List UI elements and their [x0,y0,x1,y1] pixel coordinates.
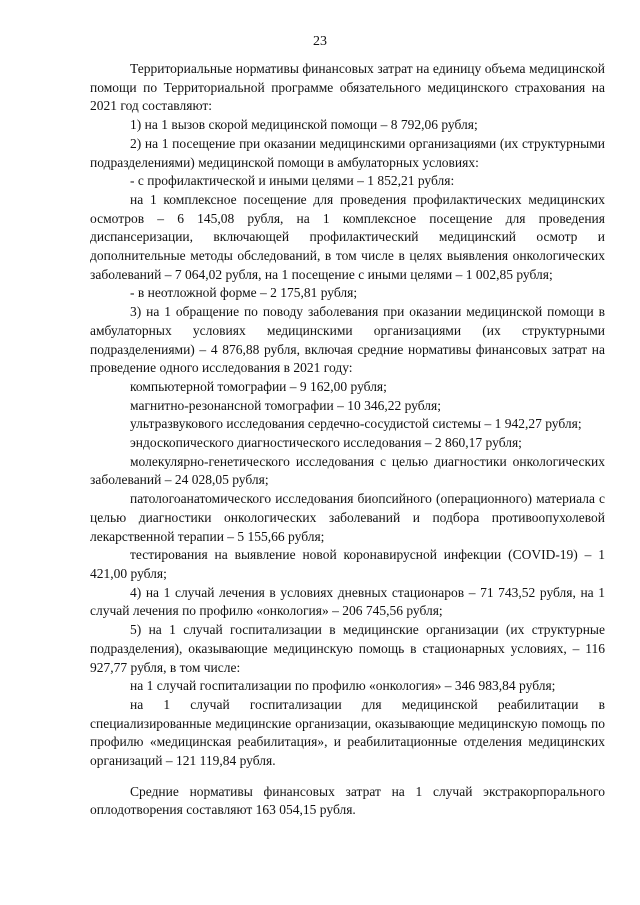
paragraph-ct: компьютерной томографии – 9 162,00 рубля; [130,378,387,394]
paragraph-covid-testing: тестирования на выявление новой коронавирусной инфекции (COVID-19) – 1 421,00 рубля; [90,547,605,581]
paragraph-mri: магнитно-резонансной томографии – 10 346,22 рубля; [130,397,441,413]
paragraph-day-hospital: 4) на 1 случай лечения в условиях дневных стационаров – 71 743,52 рубля, на 1 случай лечения по профилю «онкология» – 206 745,56 рубля; [90,584,605,619]
paragraph-preventive-purposes: - с профилактической и иными целями – 1 852,21 рубля: [130,173,455,189]
paragraph-pathology: патологоанатомического исследования биопсийного (операционного) материала с целью диагностики онкологических заболеваний и подбора противоопухолевой лекарственной терапии – 5 155,66 рубля; [90,491,605,544]
page-number: 23 [313,34,327,49]
paragraph-intro: Территориальные нормативы финансовых затрат на единицу объема медицинской помощи по Территориальной программе обязательного медицинского страхования на 2021 год составляют: [90,61,605,114]
paragraph-urgent-form: - в неотложной форме – 2 175,81 рубля; [130,285,358,301]
paragraph-molecular-genetic: молекулярно-генетического исследования с целью диагностики онкологических заболеваний – 24 028,05 рубля; [90,453,605,488]
paragraph-ivf: Средние нормативы финансовых затрат на 1 случай экстракорпорального оплодотворения составляют 163 054,15 рубля. [90,783,605,818]
paragraph-outpatient-visit: 2) на 1 посещение при оказании медицинскими организациями (их структурными подразделениями) медицинской помощи в амбулаторных условиях: [90,135,605,170]
paragraph-rehabilitation: на 1 случай госпитализации для медицинской реабилитации в специализированные медицинские организации, оказывающие медицинскую помощь по профилю «медицинская реабилитация», и реабилитационные отделения медицинских организаций – 121 119,84 рубля. [90,696,605,769]
paragraph-oncology-hospitalization: на 1 случай госпитализации по профилю «онкология» – 346 983,84 рубля; [130,678,556,694]
paragraph-complex-visits: на 1 комплексное посещение для проведения профилактических медицинских осмотров – 6 145,08 рубля, на 1 комплексное посещение для проведения диспансеризации, включающей профилактический медицинский осмотр и дополнительные методы обследований, в том числе в целях выявления онкологических заболеваний – 7 064,02 рубля, на 1 посещение с иными целями – 1 002,85 рубля; [90,191,605,282]
paragraph-ultrasound: ультразвукового исследования сердечно-сосудистой системы – 1 942,27 рубля; [130,416,582,432]
document-body [90,60,605,820]
paragraph-hospitalization: 5) на 1 случай госпитализации в медицинские организации (их структурные подразделения), оказывающие медицинскую помощь в стационарных условиях, – 116 927,77 рубля, в том числе: [90,622,605,675]
paragraph-endoscopy: эндоскопического диагностического исследования – 2 860,17 рубля; [130,435,522,451]
paragraph-disease-appeal: 3) на 1 обращение по поводу заболевания при оказании медицинской помощи в амбулаторных условиях медицинскими организациями (их структурными подразделениями) – 4 876,88 рубля, включая средние нормативы финансовых затрат на проведение одного исследования в 2021 году: [90,304,605,376]
paragraph-emergency-call: 1) на 1 вызов скорой медицинской помощи – 8 792,06 рубля; [130,117,478,133]
